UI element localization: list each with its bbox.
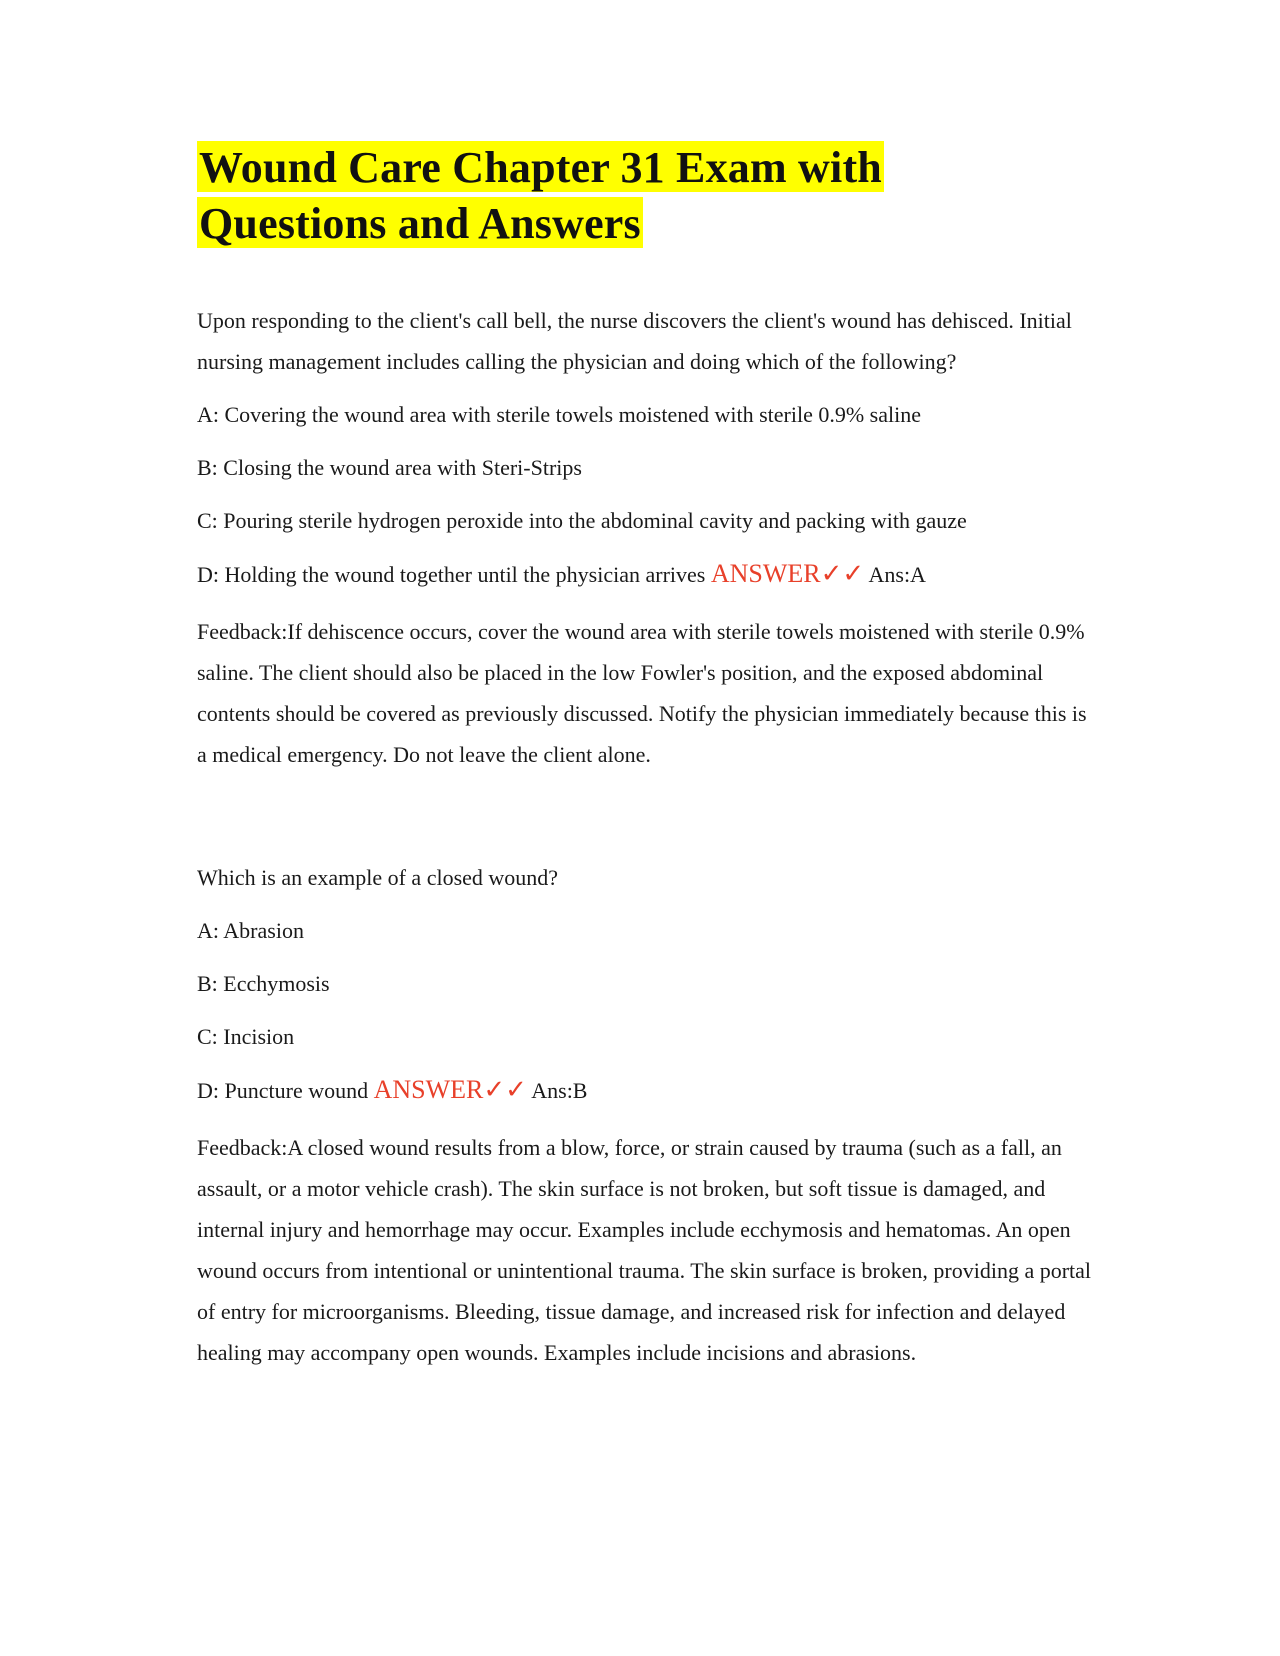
answer-key: Ans:A bbox=[868, 562, 926, 587]
question-text: Upon responding to the client's call bell, the nurse discovers the client's wound has dehisced. Initial nursing management includes calling the physician and doing which of the following? bbox=[197, 308, 1072, 374]
option-c: C: Pouring sterile hydrogen peroxide into the abdominal cavity and packing with gauze bbox=[197, 508, 967, 533]
title-line-2: Questions and Answers bbox=[199, 199, 641, 248]
document-page bbox=[197, 140, 1097, 1373]
option-d: D: Holding the wound together until the physician arrives bbox=[197, 562, 706, 587]
document-title bbox=[197, 140, 1097, 252]
question-block-2 bbox=[197, 857, 1097, 1373]
option-c: C: Incision bbox=[197, 1024, 295, 1049]
answer-key: Ans:B bbox=[531, 1078, 588, 1103]
question-text: Which is an example of a closed wound? bbox=[197, 865, 559, 890]
answer-marker: ANSWER✓✓ bbox=[710, 559, 865, 588]
option-b: B: Closing the wound area with Steri-Strips bbox=[197, 455, 582, 480]
option-d: D: Puncture wound bbox=[197, 1078, 369, 1103]
option-b: B: Ecchymosis bbox=[197, 971, 330, 996]
option-d-line bbox=[197, 1069, 1097, 1111]
option-d-line bbox=[197, 553, 1097, 595]
title-line-1: Wound Care Chapter 31 Exam with bbox=[199, 143, 882, 192]
feedback-text: Feedback:A closed wound results from a blow, force, or strain caused by trauma (such as a fall, an assault, or a motor vehicle crash). The skin surface is not broken, but soft tissue is damaged, and internal injury and hemorrhage may occur. Examples include ecchymosis and hematomas. An open wound occurs from intentional or unintentional trauma. The skin surface is broken, providing a portal of entry for microorganisms. Bleeding, tissue damage, and increased risk for infection and delayed healing may accompany open wounds. Examples include incisions and abrasions. bbox=[197, 1135, 1092, 1365]
answer-marker: ANSWER✓✓ bbox=[373, 1075, 527, 1104]
option-a: A: Covering the wound area with sterile towels moistened with sterile 0.9% saline bbox=[197, 402, 922, 427]
option-a: A: Abrasion bbox=[197, 918, 304, 943]
feedback-text: Feedback:If dehiscence occurs, cover the wound area with sterile towels moistened with sterile 0.9% saline. The client should also be placed in the low Fowler's position, and the exposed abdominal contents should be covered as previously discussed. Notify the physician immediately because this is a medical emergency. Do not leave the client alone. bbox=[197, 619, 1087, 767]
question-block-1 bbox=[197, 300, 1097, 775]
